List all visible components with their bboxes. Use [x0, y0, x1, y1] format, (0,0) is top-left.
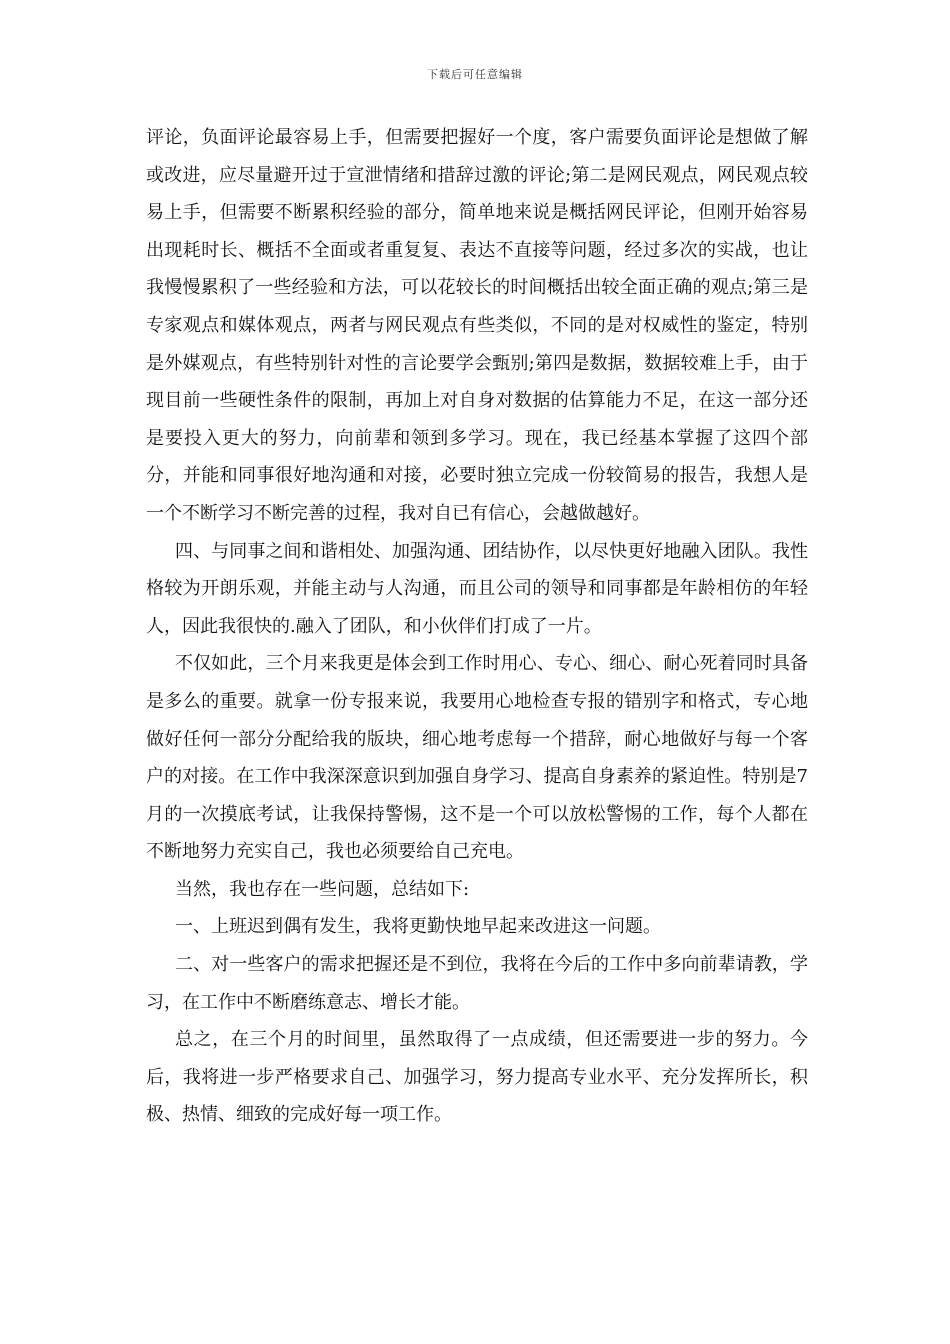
paragraph-problem-1: 一、上班迟到偶有发生，我将更勤快地早起来改进这一问题。	[175, 916, 661, 938]
paragraph-teamwork: 四、与同事之间和谐相处、加强沟通、团结协作，以尽快更好地融入团队。我性格较为开朗乐观，并能主动与人沟通，而且公司的领导和同事都是年龄相仿的年轻人，因此我很快的.融入了团队，和小伙伴们打成了一片。	[146, 540, 808, 637]
paragraph-conclusion: 总之，在三个月的时间里，虽然取得了一点成绩，但还需要进一步的努力。今后，我将进一步严格要求自己、加强学习，努力提高专业水平、充分发挥所长，积极、热情、细致的完成好每一项工作。	[146, 1029, 808, 1126]
paragraph-continued: 评论，负面评论最容易上手，但需要把握好一个度，客户需要负面评论是想做了解或改进，应尽量避开过于宣泄情绪和措辞过激的评论;第二是网民观点，网民观点较易上手，但需要不断累积经验的部分，简单地来说是概括网民评论，但刚开始容易出现耗时长、概括不全面或者重复复、表达不直接等问题，经过多次的实战，也让我慢慢累积了一些经验和方法，可以花较长的时间概括出较全面正确的观点;第三是专家观点和媒体观点，两者与网民观点有些类似，不同的是对权威性的鉴定，特别是外媒观点，有些特别针对性的言论要学会甄别;第四是数据，数据较难上手，由于现目前一些硬性条件的限制，再加上对自身对数据的估算能力不足，在这一部分还是要投入更大的努力，向前辈和领到多学习。现在，我已经基本掌握了这四个部分，并能和同事很好地沟通和对接，必要时独立完成一份较简易的报告，我想人是一个不断学习不断完善的过程，我对自已有信心，会越做越好。	[146, 127, 808, 524]
paragraph-problem-2: 二、对一些客户的需求把握还是不到位，我将在今后的工作中多向前辈请教，学习，在工作中不断磨练意志、增长才能。	[146, 954, 808, 1013]
page-header-note: 下载后可任意编辑	[427, 68, 523, 81]
document-body	[146, 119, 808, 1134]
paragraph-attitude: 不仅如此，三个月来我更是体会到工作时用心、专心、细心、耐心死着同时具备是多么的重要。就拿一份专报来说，我要用心地检查专报的错别字和格式，专心地做好任何一部分分配给我的版块，细心地考虑每一个措辞，耐心地做好与每一个客户的对接。在工作中我深深意识到加强自身学习、提高自身素养的紧迫性。特别是7月的一次摸底考试，让我保持警惕，这不是一个可以放松警惕的工作，每个人都在不断地努力充实自己，我也必须要给自己充电。	[146, 653, 808, 863]
paragraph-problems-intro: 当然，我也存在一些问题，总结如下:	[175, 878, 470, 900]
